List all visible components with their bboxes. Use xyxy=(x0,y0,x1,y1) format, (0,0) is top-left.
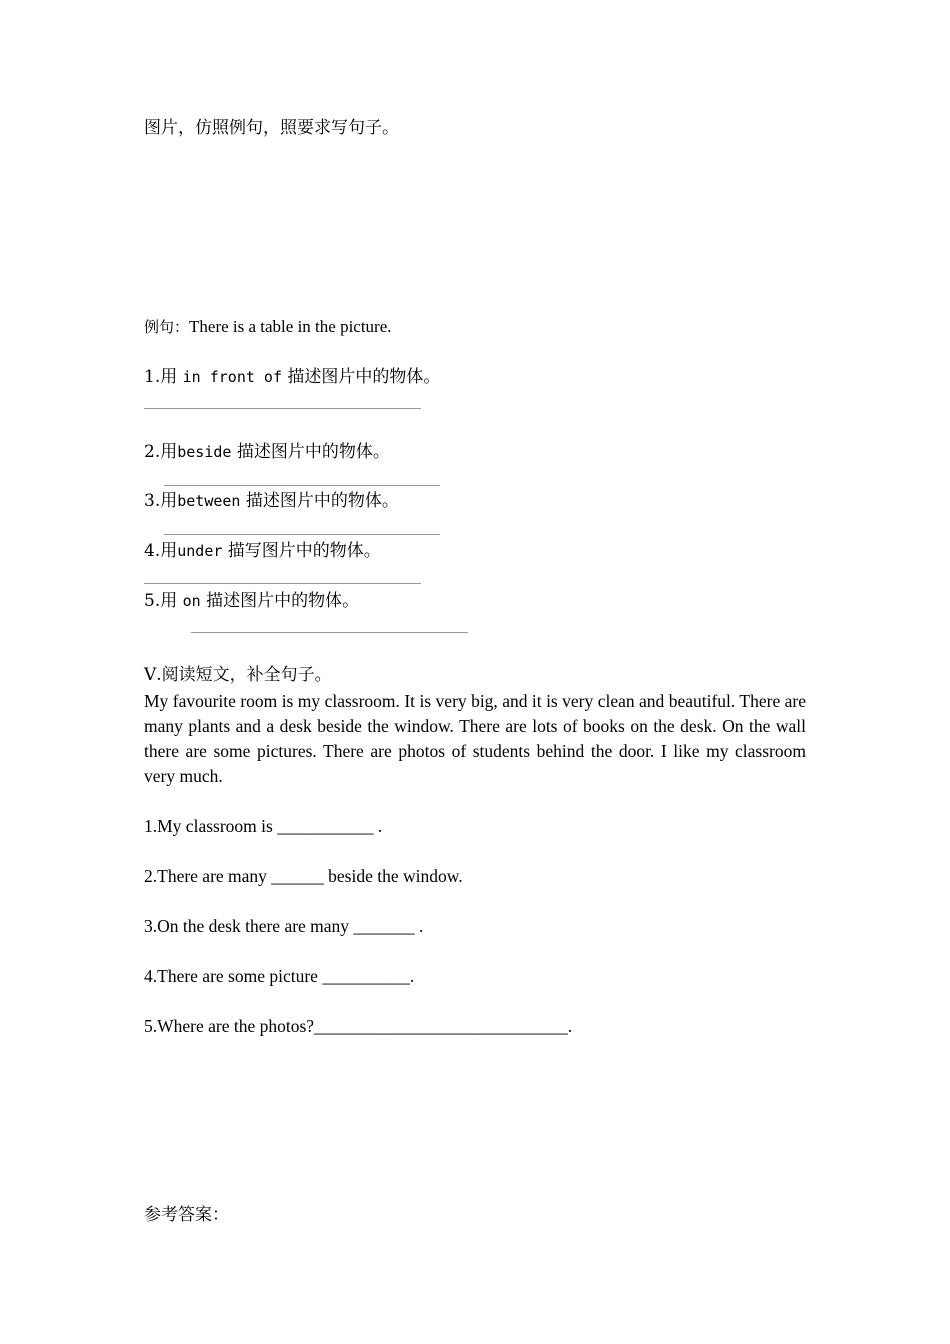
task-verb: 用 xyxy=(160,541,178,561)
task-number: 1. xyxy=(144,367,161,387)
task-tail: 描写图片中的物体。 xyxy=(227,541,381,561)
task-verb: 用 xyxy=(160,442,178,462)
question-4: 4.There are some picture __________. xyxy=(144,966,415,986)
task-number: 2. xyxy=(144,442,161,462)
answer-line-3[interactable] xyxy=(164,534,440,535)
writing-task-5 xyxy=(144,590,359,612)
example-sentence xyxy=(144,316,392,338)
question-3: 3.On the desk there are many _______ . xyxy=(144,916,424,936)
writing-task-4 xyxy=(144,540,381,562)
writing-task-1 xyxy=(144,366,440,388)
task-number: 5. xyxy=(144,591,161,611)
question-2: 2.There are many ______ beside the window. xyxy=(144,866,463,886)
task-keyword: in front of xyxy=(182,368,282,386)
task-keyword: beside xyxy=(177,443,232,461)
task-number: 4. xyxy=(144,541,161,561)
task-tail: 描述图片中的物体。 xyxy=(236,442,390,462)
example-text: There is a table in the picture. xyxy=(189,317,392,336)
reading-passage: My favourite room is my classroom. It is very big, and it is very clean and beautiful. There are many plants and a desk beside the window. There are lots of books on the desk. On the wall there are some pictures. There are photos of students behind the door. I like my classroom very much. xyxy=(144,691,806,786)
answer-line-1[interactable] xyxy=(144,408,421,409)
task-verb: 用 xyxy=(160,367,178,387)
example-label: 例句： xyxy=(144,318,190,336)
instruction-text: 图片，仿照例句，照要求写句子。 xyxy=(144,118,399,138)
task-tail: 描述图片中的物体。 xyxy=(287,367,441,387)
answer-line-2[interactable] xyxy=(164,485,440,486)
answer-line-5[interactable] xyxy=(191,632,468,633)
task-keyword: under xyxy=(177,542,223,560)
answer-key-heading: 参考答案： xyxy=(144,1205,229,1225)
task-tail: 描述图片中的物体。 xyxy=(245,491,399,511)
writing-task-2 xyxy=(144,441,390,463)
task-number: 3. xyxy=(144,491,161,511)
question-5: 5.Where are the photos?_____________________________. xyxy=(144,1016,573,1036)
question-1: 1.My classroom is ___________ . xyxy=(144,816,383,836)
task-keyword: on xyxy=(182,592,201,610)
section-heading: Ⅴ.阅读短文，补全句子。 xyxy=(144,665,332,685)
writing-task-3 xyxy=(144,490,399,512)
task-verb: 用 xyxy=(160,491,178,511)
answer-line-4[interactable] xyxy=(144,583,421,584)
task-verb: 用 xyxy=(160,591,178,611)
task-tail: 描述图片中的物体。 xyxy=(206,591,360,611)
task-keyword: between xyxy=(177,492,241,510)
